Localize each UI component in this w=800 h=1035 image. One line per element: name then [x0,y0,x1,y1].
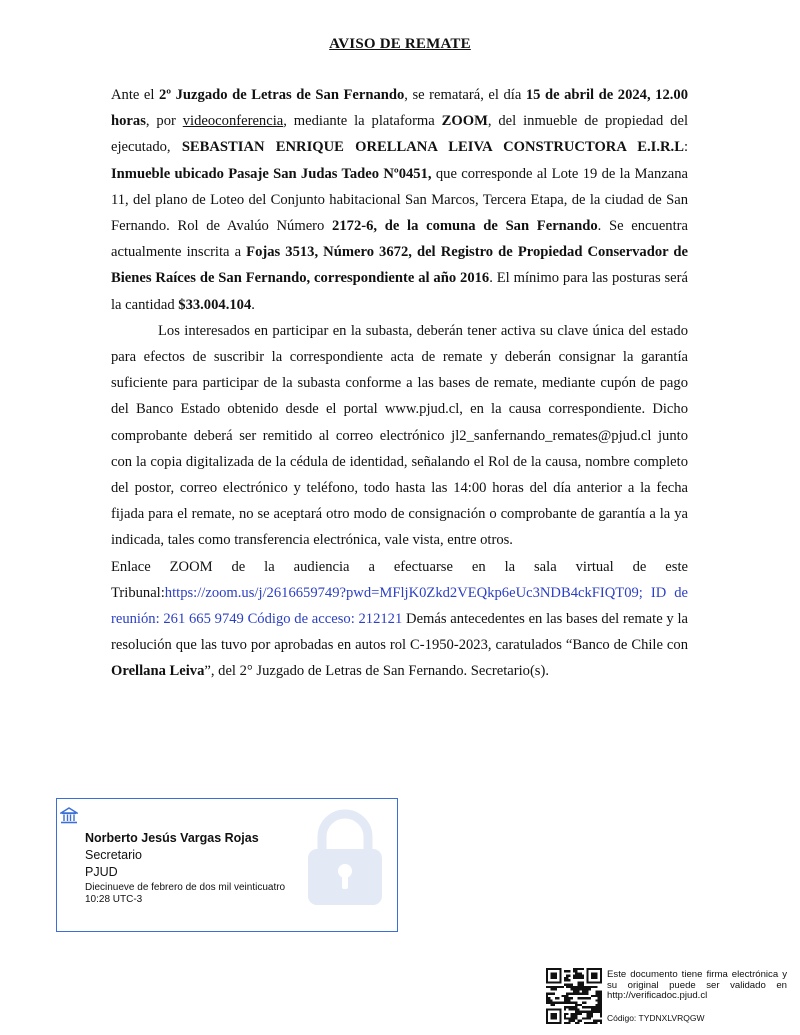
qr-code-icon [546,968,602,1024]
paragraph-participation: Los interesados en participar en la subasta, deberán tener activa su clave única del estado para efectos de suscribir la correspondiente acta de remate y deberán consignar la garantía suficiente para participar de la subasta conforme a las bases de remate, mediante cupón de pago del Banco Estado obtenido desde el portal www.pjud.cl, en la causa correspondiente. Dicho comprobante deberá ser remitido al correo electrónico jl2_sanfernando_remates@pjud.cl junto con la copia digitalizada de la cédula de identidad, señalando el Rol de la causa, nombre completo del postor, correo electrónico y teléfono, todo hasta las 14:00 horas del día anterior a la fecha fijada para el remate, no se aceptará otro modo de consignación o comprobante de garantía a la ya indicada, tales como transferencia electrónica, vale vista, entre otros. [111,322,688,549]
paragraph-auction-details: Ante el 2º Juzgado de Letras de San Fernando, se rematará, el día 15 de abril de 2024, 12.00 horas, por videoconferencia, mediante la plataforma ZOOM, del inmueble de propiedad del ejecutado, SEBASTIAN ENRIQUE ORELLANA LEIVA CONSTRUCTORA E.I.R.L: Inmueble ubicado Pasaje San Judas Tadeo Nº0451, que corresponde al Lote 19 de la Manzana 11, del plano de Loteo del Conjunto habitacional San Marcos, Tercera Etapa, de la ciudad de San Fernando. Rol de Avalúo Número 2172-6, de la comuna de San Fernando. Se encuentra actualmente inscrita a Fojas 3513, Número 3672, del Registro de Propiedad Conservador de Bienes Raíces de San Fernando, correspondiente al año 2016. El mínimo para las posturas será la cantidad $33.004.104. [111,87,689,313]
signature-box [56,798,398,932]
verification-code: Código: TYDNXLVRQGW [607,1013,705,1023]
signature-time: 10:28 UTC-3 [85,894,143,905]
zoom-link[interactable]: https://zoom.us/j/2616659749?pwd=MFljK0Zkd2VEQkp6eUc3NDB4ckFIQT09; ID de reunión: 261 665 9749 Código de acceso: 212121 [111,584,688,628]
signer-role: Secretario [85,848,142,862]
signature-date: Diecinueve de febrero de dos mil veinticuatro [85,882,286,893]
document-body [111,82,688,685]
signer-org: PJUD [85,865,118,879]
paragraph-zoom: Enlace ZOOM de la audiencia a efectuarse en la sala virtual de este Tribunal:https://zoom.us/j/2616659749?pwd=MFljK0Zkd2VEQkp6eUc3NDB4ckFIQT09; ID de reunión: 261 665 9749 Código de acceso: 212121 Demás antecedentes en las bases del remate y la resolución que las tuvo por aprobadas en autos rol C-1950-2023, caratulados “Banco de Chile con Orellana Leiva”, del 2° Juzgado de Letras de San Fernando. Secretario(s). [111,558,688,680]
courthouse-icon [60,807,78,825]
verification-notice: Este documento tiene firma electrónica y su original puede ser validado en http://verificadoc.pjud.cl [607,969,787,1002]
signer-name: Norberto Jesús Vargas Rojas [85,831,259,845]
signature-details [85,829,285,905]
document-title: AVISO DE REMATE [329,36,471,52]
lock-icon [302,807,388,907]
